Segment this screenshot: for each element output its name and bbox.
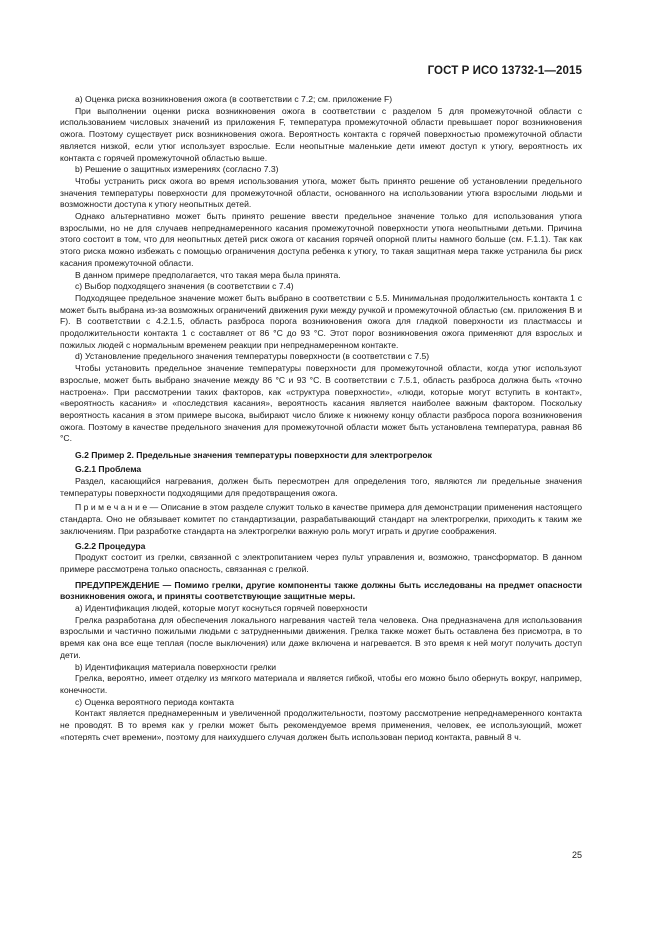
body-paragraph: Раздел, касающийся нагревания, должен быть пересмотрен для определения того, являются ли предельные значения температуры поверхности подходящими для предотвращения ожога. [60, 476, 582, 498]
body-paragraph: Грелка разработана для обеспечения локального нагревания частей тела человека. Она предназначена для использования взрослыми и частично пожилыми людьми с затрудненными движения. Грелка также может быть оставлена без присмотра, в то время как она все еще теплая (после выключения) или даже включена и нагревается. В это время к ней могут получить доступ дети. [60, 614, 582, 660]
body-paragraph: Чтобы установить предельное значение температуры поверхности для промежуточной области, когда утюг используют взрослые, может быть выбрано значение между 86 °С и 93 °С. В соответствии с 7.5.1, область разброса должна быть «точно настроена». При рассмотрении таких факторов, как «структура поверхности», «люди, которые могут вступить в контакт», «вероятность касания» и «последствия касания», вероятность касания является наиболее важным фактором. Поскольку вероятность касания в этом примере высока, выбирают число ближе к нижнему концу области разброса порога возникновения ожога. Поэтому в качестве предельного значения для промежуточной области может быть установлена температура, равная 86 °С. [60, 363, 582, 444]
page-body [60, 94, 582, 743]
subsection-heading: G.2.1 Проблема [75, 464, 142, 475]
warning-paragraph: ПРЕДУПРЕЖДЕНИЕ — Помимо грелки, другие компоненты также должны быть исследованы на предмет опасности возникновения ожога, и приняты соответствующие защитные меры. [60, 579, 582, 602]
list-item-heading: c) Выбор подходящего значения (в соответствии с 7.4) [75, 281, 294, 292]
body-paragraph: Продукт состоит из грелки, связанной с электропитанием через пульт управления и, возможно, трансформатор. В данном примере рассмотрена только опасность, связанная с грелкой. [60, 552, 582, 574]
subsection-heading: G.2.2 Процедура [75, 540, 146, 551]
list-item-heading: a) Оценка риска возникновения ожога (в соответствии с 7.2; см. приложение F) [75, 94, 393, 104]
body-paragraph: В данном примере предполагается, что такая мера была принята. [75, 269, 341, 280]
section-heading: G.2 Пример 2. Предельные значения температуры поверхности для электрогрелок [75, 449, 432, 460]
list-item-heading: b) Решение о защитных измерениях (согласно 7.3) [75, 164, 279, 175]
body-paragraph: Подходящее предельное значение может быть выбрано в соответствии с 5.5. Минимальная продолжительность контакта 1 с может быть выбрана из-за возможных ограничений движения руки между ручкой и промежуточной областью (см. приложения В и F). В соответствии с 4.2.1.5, область разброса порога возникновения ожога для гладкой поверхности из пластмассы и продолжительности контакта 1 с составляет от 86 °С до 93 °С. Этот порог возникновения ожога применяют для взрослых и пожилых людей с нормальным временем реакции при непреднамеренном контакте. [60, 292, 583, 350]
page-number: 25 [571, 850, 582, 860]
body-paragraph: Грелка, вероятно, имеет отделку из мягкого материала и является гибкой, чтобы его можно было обернуть вокруг, например, конечности. [60, 673, 582, 695]
document-code-header: ГОСТ Р ИСО 13732-1—2015 [427, 65, 582, 77]
list-item-heading: a) Идентификация людей, которые могут коснуться горячей поверхности [75, 603, 368, 614]
note-paragraph: П р и м е ч а н и е — Описание в этом разделе служит только в качестве примера для демонстрации применения настоящего стандарта. Оно не обязывает комитет по стандартизации, разрабатывающий стандарт на электрогрелки, приходить к таким же заключениям. При разработке стандарта на электрогрелки важную роль могут играть и другие соображения. [60, 502, 582, 536]
list-item-heading: d) Установление предельного значения температуры поверхности (в соответствии с 7.5) [75, 351, 430, 362]
list-item-heading: c) Оценка вероятного периода контакта [75, 696, 234, 707]
body-paragraph: Контакт является преднамеренным и увеличенной продолжительности, поэтому рассмотрение непреднамеренного контакта не проводят. В то время как у грелки может быть рекомендуемое время применения, человек, ее использующий, может «потерять счет времени», поэтому для наихудшего случая должен быть использован период контакта, равный 8 ч. [60, 708, 582, 742]
body-paragraph: Чтобы устранить риск ожога во время использования утюга, может быть принято решение об установлении предельного значения температуры поверхности для промежуточной области, основанного на использовании утюга взрослыми людьми и возможности доступа к утюгу неопытных детей. [60, 175, 582, 210]
body-paragraph: Однако альтернативно может быть принято решение ввести предельное значение только для использования утюга взрослыми, но не для случаев непреднамеренного касания промежуточной поверхности утюга неопытными детьми. Причина этого состоит в том, что для неопытных детей риск ожога от касания горячей опорной плиты намного больше (см. F.1.1). Так как этого риска можно избежать с помощью ограничения доступа ребенка к утюгу, то такая защитная мера также устранила бы риск касания промежуточной области. [60, 211, 582, 268]
list-item-heading: b) Идентификация материала поверхности грелки [75, 661, 277, 672]
body-paragraph: При выполнении оценки риска возникновения ожога в соответствии с разделом 5 для промежуточной области с использованием числовых значений из приложения F, температура промежуточной области превышает порог возникновения ожога. Поэтому существует риск возникновения ожога. Вероятность контакта с горячей поверхностью промежуточной области является низкой, если утюг использует взрослые. Если неопытные маленькие дети имеют доступ к утюгу, вероятность их контакта с горячей промежуточной областью выше. [60, 105, 582, 163]
